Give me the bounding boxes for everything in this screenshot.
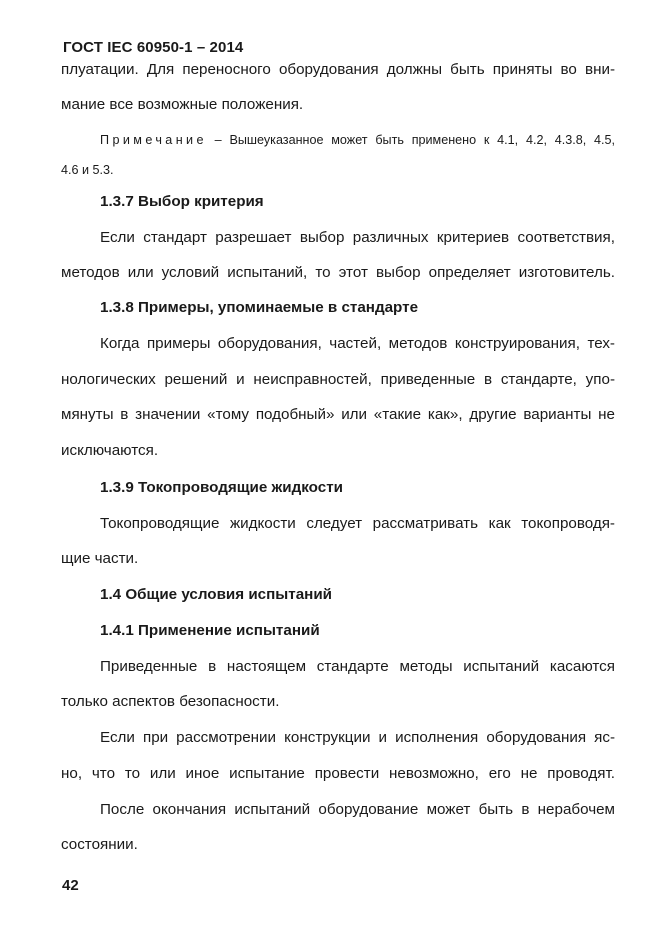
section-1-4-1-para-1-line-1: Приведенные в настоящем стандарте методы испытаний касаются — [100, 658, 615, 675]
note-line-2: 4.6 и 5.3. — [61, 163, 114, 177]
section-1-4-1-para-2-line-1: Если при рассмотрении конструкции и исполнения оборудования яс- — [100, 729, 615, 746]
section-1-4-1-para-1-line-2: только аспектов безопасности. — [61, 693, 280, 710]
standard-header: ГОСТ IEC 60950-1 – 2014 — [63, 39, 244, 56]
section-1-4-1-para-3-line-1: После окончания испытаний оборудование может быть в нерабочем — [100, 801, 615, 818]
section-1-3-8-heading: 1.3.8 Примеры, упоминаемые в стандарте — [100, 299, 419, 316]
section-1-4-1-para-3-line-2: состоянии. — [61, 836, 138, 853]
section-1-3-9-line-1: Токопроводящие жидкости следует рассматривать как токопроводя- — [100, 515, 615, 532]
page-number: 42 — [62, 877, 79, 894]
section-1-4-1-heading: 1.4.1 Применение испытаний — [100, 622, 320, 639]
section-1-4-heading: 1.4 Общие условия испытаний — [100, 586, 332, 603]
section-1-3-8-line-3: мянуты в значении «тому подобный» или «такие как», другие варианты не — [61, 406, 615, 423]
section-1-3-9-line-2: щие части. — [61, 550, 139, 567]
section-1-3-7-line-2: методов или условий испытаний, то этот выбор определяет изготовитель. — [61, 264, 615, 281]
intro-line-1: плуатации. Для переносного оборудования должны быть приняты во вни- — [61, 61, 615, 78]
section-1-4-1-para-2-line-2: но, что то или иное испытание провести невозможно, его не проводят. — [61, 765, 615, 782]
section-1-3-7-line-1: Если стандарт разрешает выбор различных критериев соответствия, — [100, 229, 615, 246]
note-label: Примечание — [100, 133, 207, 147]
section-1-3-7-heading: 1.3.7 Выбор критерия — [100, 193, 264, 210]
section-1-3-8-line-2: нологических решений и неисправностей, приведенные в стандарте, упо- — [61, 371, 615, 388]
section-1-3-8-line-1: Когда примеры оборудования, частей, методов конструирования, тех- — [100, 335, 615, 352]
section-1-3-8-line-4: исключаются. — [61, 442, 159, 459]
note-line-1 — [100, 130, 615, 150]
intro-line-2: мание все возможные положения. — [61, 96, 304, 113]
section-1-3-9-heading: 1.3.9 Токопроводящие жидкости — [100, 479, 343, 496]
note-text: – Вышеуказанное может быть применено к 4.1, 4.2, 4.3.8, 4.5, — [206, 133, 615, 147]
